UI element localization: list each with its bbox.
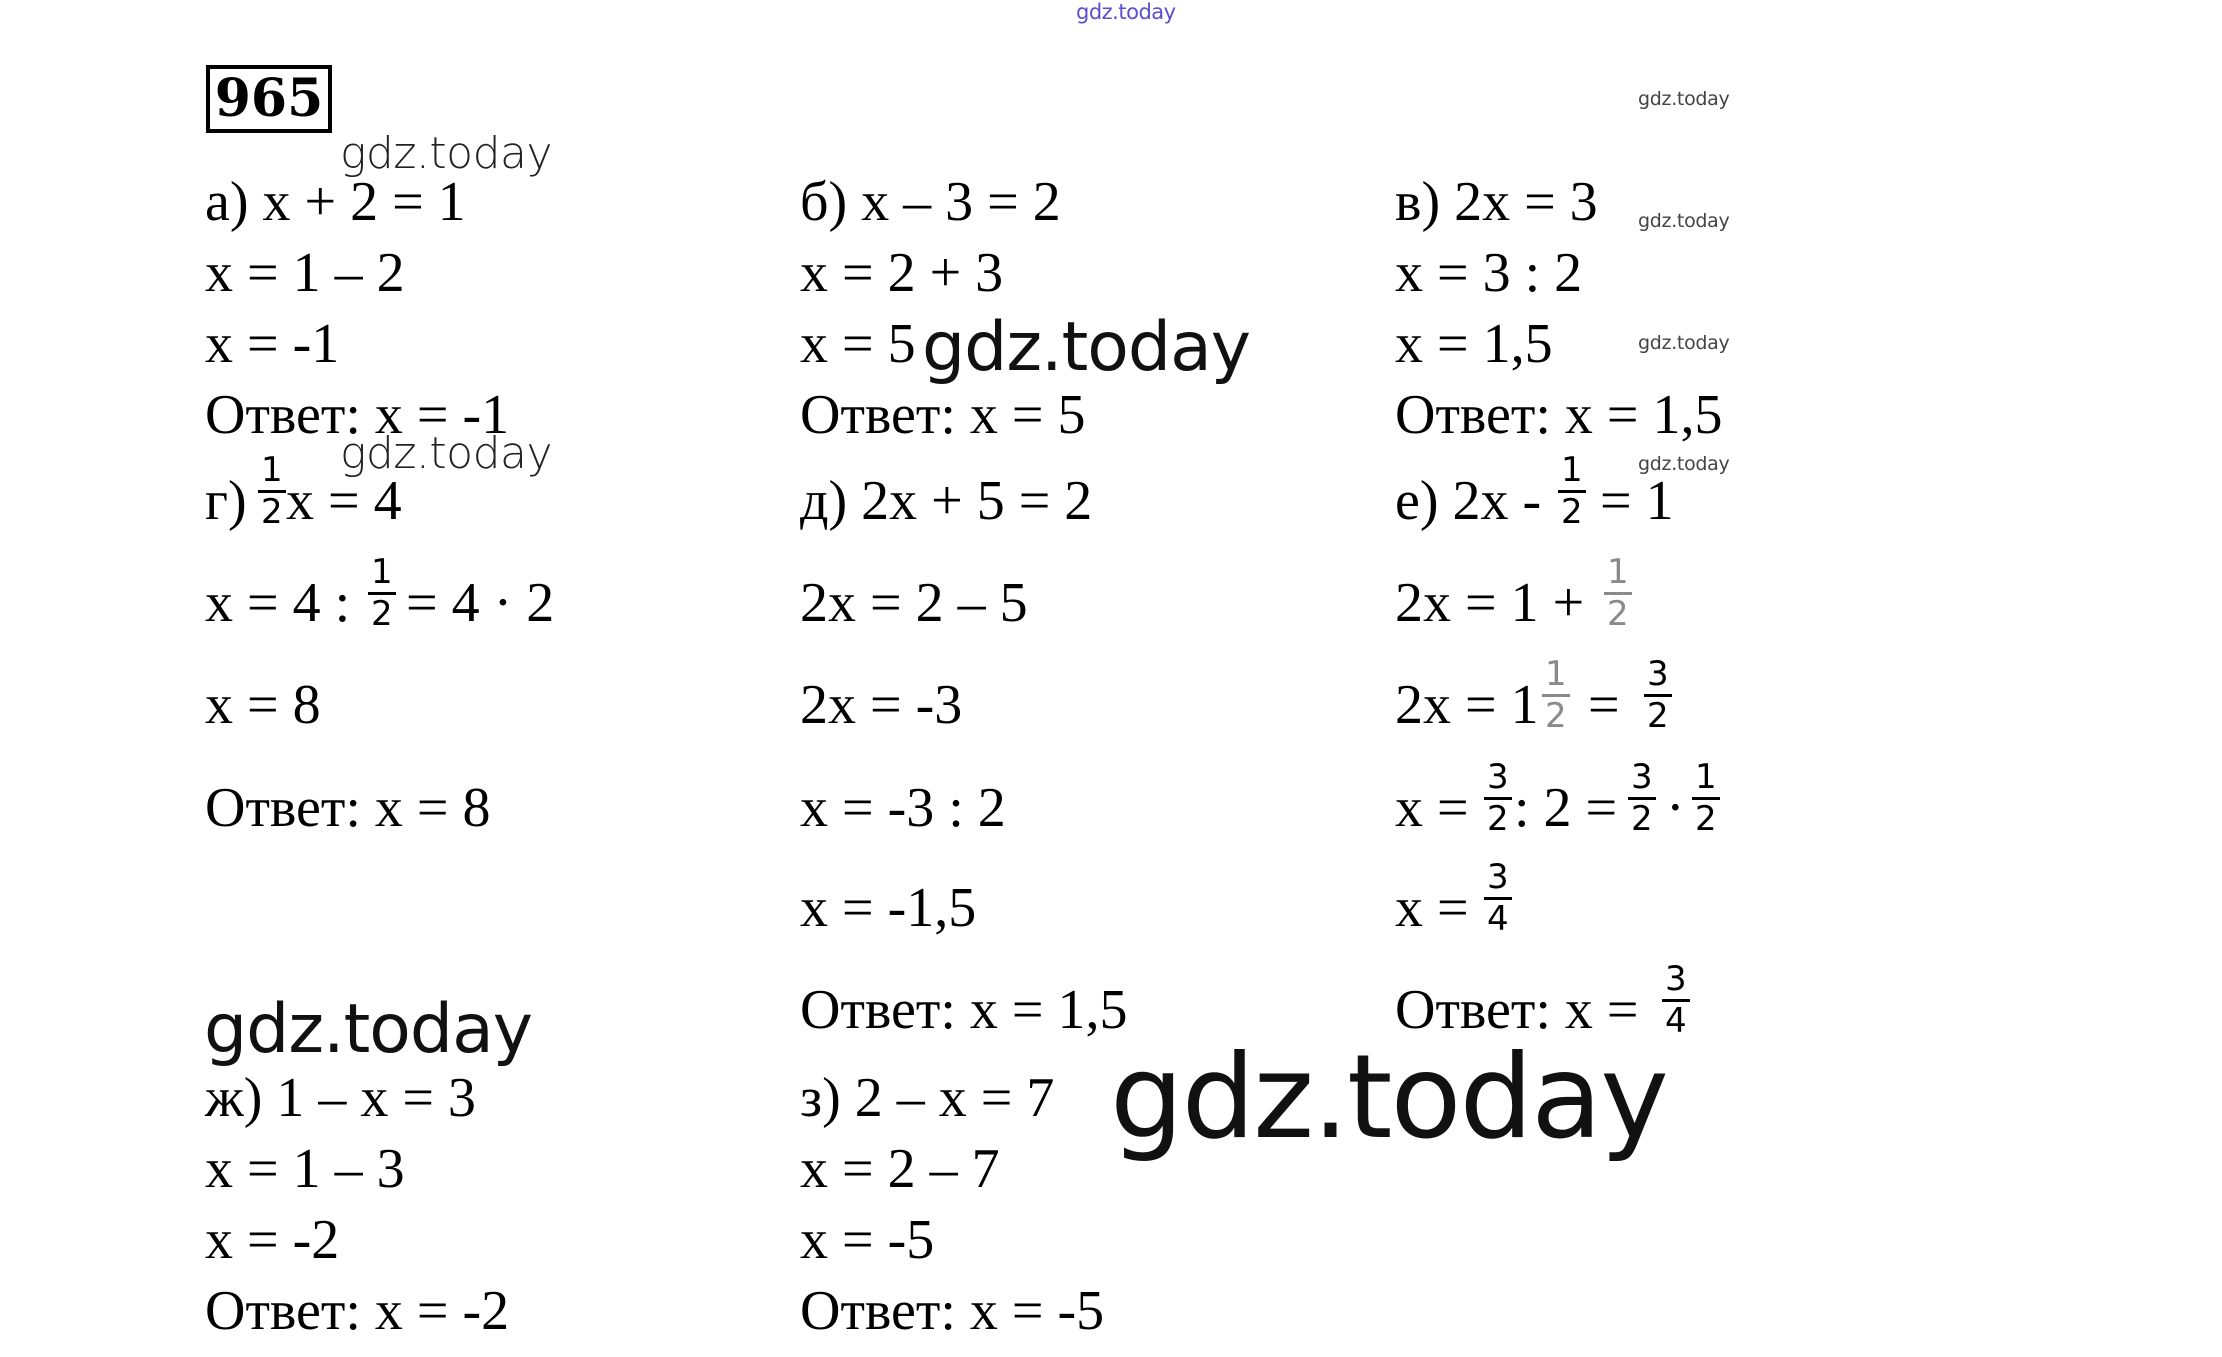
problem-z-answer: Ответ: x = -5 bbox=[800, 1280, 1105, 1342]
problem-z-step: x = 2 – 7 bbox=[800, 1138, 1000, 1200]
problem-e-step: x = bbox=[1395, 877, 1469, 939]
problem-zh-equation: ж) 1 – x = 3 bbox=[205, 1067, 476, 1129]
watermark-small: gdz.today bbox=[1638, 88, 1730, 110]
watermark-large: gdz.today bbox=[204, 990, 532, 1069]
watermark-top: gdz.today bbox=[1076, 0, 1176, 24]
problem-v-step: x = 3 : 2 bbox=[1395, 242, 1583, 304]
fraction-three-halves: 3 2 bbox=[1644, 657, 1672, 733]
problem-number: 965 bbox=[206, 65, 332, 133]
problem-e-step-mid: : 2 = bbox=[1514, 777, 1618, 839]
fraction-one-half: 1 2 bbox=[1604, 555, 1632, 631]
fraction-one-half: 1 2 bbox=[368, 555, 396, 631]
problem-a-equation: а) x + 2 = 1 bbox=[205, 171, 466, 233]
problem-z-step: x = -5 bbox=[800, 1209, 935, 1271]
problem-e-answer: Ответ: x = bbox=[1395, 979, 1639, 1041]
problem-g-step: x = 4 : bbox=[205, 572, 351, 634]
watermark-medium: gdz.today bbox=[340, 428, 553, 479]
problem-g-label: г) bbox=[205, 470, 247, 532]
problem-b-equation: б) x – 3 = 2 bbox=[800, 171, 1061, 233]
problem-b-step: x = 5 bbox=[800, 313, 916, 375]
fraction-three-halves: 3 2 bbox=[1628, 760, 1656, 836]
problem-zh-step: x = 1 – 3 bbox=[205, 1138, 405, 1200]
problem-z-equation: з) 2 – x = 7 bbox=[800, 1067, 1055, 1129]
fraction-three-quarters: 3 4 bbox=[1662, 962, 1690, 1038]
problem-g-answer: Ответ: x = 8 bbox=[205, 777, 491, 839]
problem-d-step: x = -3 : 2 bbox=[800, 777, 1006, 839]
fraction-one-half: 1 2 bbox=[258, 453, 286, 529]
problem-e-step: x = bbox=[1395, 777, 1469, 839]
problem-d-answer: Ответ: x = 1,5 bbox=[800, 979, 1128, 1041]
watermark-large: gdz.today bbox=[922, 308, 1250, 387]
problem-e-equation-rest: = 1 bbox=[1600, 470, 1674, 532]
fraction-one-half: 1 2 bbox=[1558, 453, 1586, 529]
problem-d-equation: д) 2x + 5 = 2 bbox=[800, 470, 1093, 532]
problem-e-step-equals: = bbox=[1588, 674, 1620, 736]
fraction-one-half: 1 2 bbox=[1542, 657, 1570, 733]
problem-b-step: x = 2 + 3 bbox=[800, 242, 1004, 304]
problem-v-answer: Ответ: x = 1,5 bbox=[1395, 384, 1723, 446]
problem-zh-step: x = -2 bbox=[205, 1209, 340, 1271]
watermark-medium: gdz.today bbox=[340, 128, 553, 179]
problem-e-step: 2x = 1 bbox=[1395, 674, 1539, 736]
fraction-three-halves: 3 2 bbox=[1484, 760, 1512, 836]
problem-g-step-rest: = 4 · 2 bbox=[406, 572, 555, 634]
problem-a-answer: Ответ: x = -1 bbox=[205, 384, 510, 446]
problem-g-step: x = 8 bbox=[205, 674, 321, 736]
watermark-small: gdz.today bbox=[1638, 332, 1730, 354]
watermark-small: gdz.today bbox=[1638, 210, 1730, 232]
problem-g-equation-rest: x = 4 bbox=[286, 470, 402, 532]
problem-a-step: x = 1 – 2 bbox=[205, 242, 405, 304]
problem-e-step: 2x = 1 + bbox=[1395, 572, 1585, 634]
watermark-small: gdz.today bbox=[1638, 453, 1730, 475]
problem-v-step: x = 1,5 bbox=[1395, 313, 1553, 375]
watermark-xl: gdz.today bbox=[1110, 1030, 1667, 1165]
problem-d-step: x = -1,5 bbox=[800, 877, 977, 939]
problem-e-dot: · bbox=[1666, 777, 1685, 839]
problem-zh-answer: Ответ: x = -2 bbox=[205, 1280, 510, 1342]
fraction-three-quarters: 3 4 bbox=[1484, 860, 1512, 936]
problem-a-step: x = -1 bbox=[205, 313, 340, 375]
fraction-one-half: 1 2 bbox=[1692, 760, 1720, 836]
problem-v-equation: в) 2x = 3 bbox=[1395, 171, 1598, 233]
problem-d-step: 2x = -3 bbox=[800, 674, 963, 736]
problem-e-equation: е) 2x - bbox=[1395, 470, 1542, 532]
problem-d-step: 2x = 2 – 5 bbox=[800, 572, 1028, 634]
problem-b-answer: Ответ: x = 5 bbox=[800, 384, 1086, 446]
